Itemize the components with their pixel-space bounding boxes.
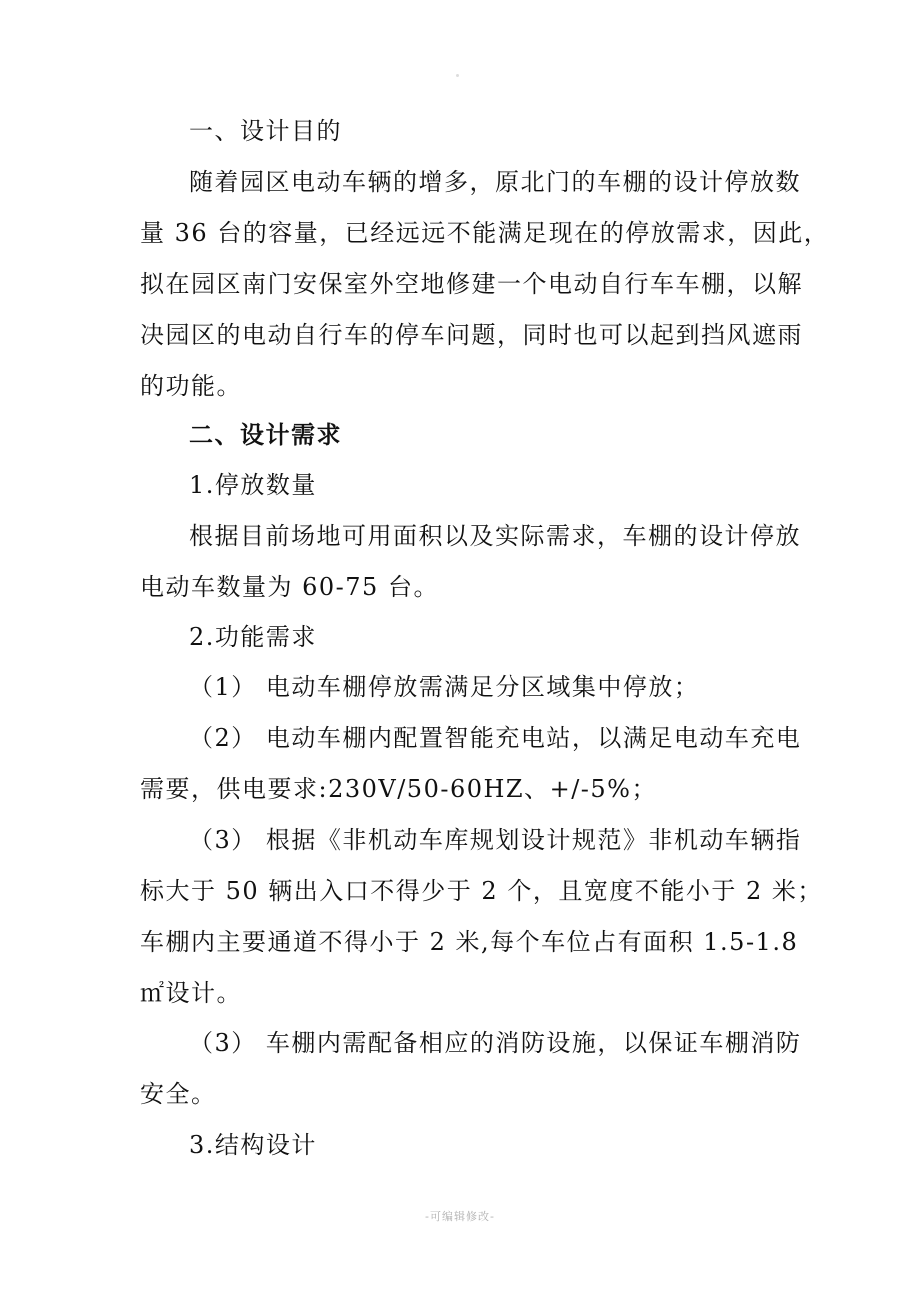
requirement-item: （2） 电动车棚内配置智能充电站，以满足电动车充电 bbox=[189, 724, 802, 752]
footer-editable-note: -可编辑修改- bbox=[425, 1210, 495, 1223]
page-dot bbox=[456, 74, 459, 77]
requirement-item: （1） 电动车棚停放需满足分区域集中停放； bbox=[189, 673, 700, 701]
requirement-item-continued: 需要，供电要求:230V/50-60HZ、+/-5%； bbox=[140, 775, 657, 803]
requirement-item: （3） 根据《非机动车库规划设计规范》非机动车辆指 bbox=[189, 826, 802, 854]
subheading-function-requirements: 2.功能需求 bbox=[189, 623, 317, 651]
requirement-item-continued: ㎡设计。 bbox=[140, 979, 242, 1007]
paragraph-line: 电动车数量为 60-75 台。 bbox=[140, 573, 439, 601]
paragraph-line: 的功能。 bbox=[140, 372, 242, 400]
paragraph-line: 决园区的电动自行车的停车问题，同时也可以起到挡风遮雨 bbox=[140, 321, 803, 349]
subheading-structure-design: 3.结构设计 bbox=[189, 1131, 317, 1159]
section-heading-design-requirements: 二、设计需求 bbox=[189, 420, 342, 449]
paragraph-line: 根据目前场地可用面积以及实际需求，车棚的设计停放 bbox=[189, 522, 801, 550]
section-heading-design-purpose: 一、设计目的 bbox=[189, 117, 342, 145]
paragraph-line: 随着园区电动车辆的增多，原北门的车棚的设计停放数 bbox=[189, 168, 801, 196]
paragraph-line: 拟在园区南门安保室外空地修建一个电动自行车车棚，以解 bbox=[140, 270, 803, 298]
requirement-item: （3） 车棚内需配备相应的消防设施，以保证车棚消防 bbox=[189, 1029, 802, 1057]
paragraph-line: 量 36 台的容量，已经远远不能满足现在的停放需求，因此， bbox=[140, 219, 830, 247]
requirement-item-continued: 标大于 50 辆出入口不得少于 2 个，且宽度不能小于 2 米； bbox=[140, 877, 823, 905]
requirement-item-continued: 安全。 bbox=[140, 1080, 217, 1108]
subheading-parking-quantity: 1.停放数量 bbox=[189, 471, 317, 499]
requirement-item-continued: 车棚内主要通道不得小于 2 米,每个车位占有面积 1.5-1.8 bbox=[140, 928, 799, 956]
